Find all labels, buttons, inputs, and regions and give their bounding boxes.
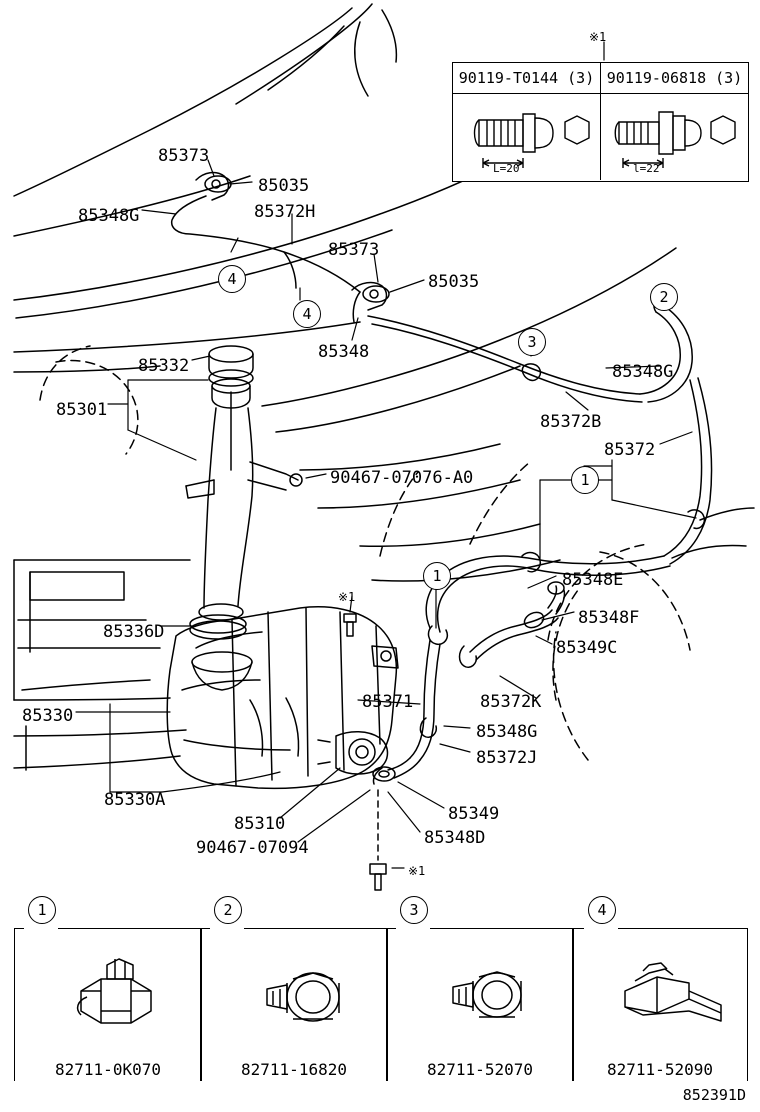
- fastener-dim-2: l=22: [633, 162, 660, 175]
- bolt-1-icon: [453, 94, 599, 180]
- callout-85348: 85348: [318, 342, 370, 362]
- ref-bubble-2: 2: [650, 283, 678, 311]
- ref-bubble-1-b: 1: [423, 562, 451, 590]
- ref-bubble-1-a: 1: [571, 466, 599, 494]
- diagram-code: 852391D: [682, 1086, 746, 1104]
- legend-part-1: 82711-0K070: [55, 1060, 161, 1079]
- callout-85372H: 85372H: [254, 202, 316, 222]
- fastener-col-2-header: 90119-06818 (3): [606, 69, 743, 87]
- callout-85035-mid: 85035: [428, 272, 480, 292]
- callout-85372B: 85372B: [540, 412, 602, 432]
- callout-85348D: 85348D: [424, 828, 486, 848]
- callout-85372K: 85372K: [480, 692, 542, 712]
- legend-part-2: 82711-16820: [241, 1060, 347, 1079]
- legend-cell-3: [386, 928, 574, 1081]
- legend-num-2: 2: [214, 896, 242, 924]
- ref-bubble-4-b: 4: [293, 300, 321, 328]
- legend-part-3: 82711-52070: [427, 1060, 533, 1079]
- callout-85372J: 85372J: [476, 748, 538, 768]
- fastener-table: [452, 62, 749, 182]
- callout-85336D: 85336D: [103, 622, 165, 642]
- star-mark-bottom: ※1: [408, 864, 426, 878]
- ref-bubble-3: 3: [518, 328, 546, 356]
- callout-85348G-left: 85348G: [78, 206, 140, 226]
- callout-85330A: 85330A: [104, 790, 166, 810]
- callout-85332: 85332: [138, 356, 190, 376]
- clip-icon: [15, 935, 201, 1055]
- fastener-col-1-header: 90119-T0144 (3): [453, 63, 601, 93]
- fastener-cell-2: [601, 94, 748, 180]
- callout-85330: 85330: [22, 706, 74, 726]
- callout-85373-left: 85373: [158, 146, 210, 166]
- star-mark-top: ※1: [589, 30, 607, 44]
- fastener-dim-1: L=20: [493, 162, 520, 175]
- legend-strip: [14, 928, 746, 1080]
- callout-85373-mid: 85373: [328, 240, 380, 260]
- legend-num-1: 1: [28, 896, 56, 924]
- legend-num-4: 4: [588, 896, 616, 924]
- callout-90467-07094: 90467-07094: [196, 838, 309, 858]
- callout-90467-07076-A0: 90467-07076-A0: [330, 468, 474, 488]
- ref-bubble-4-a: 4: [218, 265, 246, 293]
- legend-num-3: 3: [400, 896, 428, 924]
- callout-85348F: 85348F: [578, 608, 640, 628]
- fastener-cell-1: [453, 94, 601, 180]
- bolt-2-icon: [601, 94, 747, 180]
- callout-85348G-low: 85348G: [476, 722, 538, 742]
- star-mark-mid: ※1: [338, 590, 356, 604]
- legend-part-4: 82711-52090: [607, 1060, 713, 1079]
- legend-cell-4: [572, 928, 748, 1081]
- clamp-icon: [201, 935, 387, 1055]
- legend-cell-1: [14, 928, 202, 1081]
- clip-bracket-icon: [573, 935, 747, 1055]
- callout-85310: 85310: [234, 814, 286, 834]
- callout-85035-left: 85035: [258, 176, 310, 196]
- callout-85372: 85372: [604, 440, 656, 460]
- callout-85301: 85301: [56, 400, 108, 420]
- callout-85348E: 85348E: [562, 570, 624, 590]
- clamp-icon: [387, 935, 573, 1055]
- callout-85348G-right: 85348G: [612, 362, 674, 382]
- callout-85349: 85349: [448, 804, 500, 824]
- callout-85349C: 85349C: [556, 638, 618, 658]
- legend-cell-2: [200, 928, 388, 1081]
- callout-85371: 85371: [362, 692, 414, 712]
